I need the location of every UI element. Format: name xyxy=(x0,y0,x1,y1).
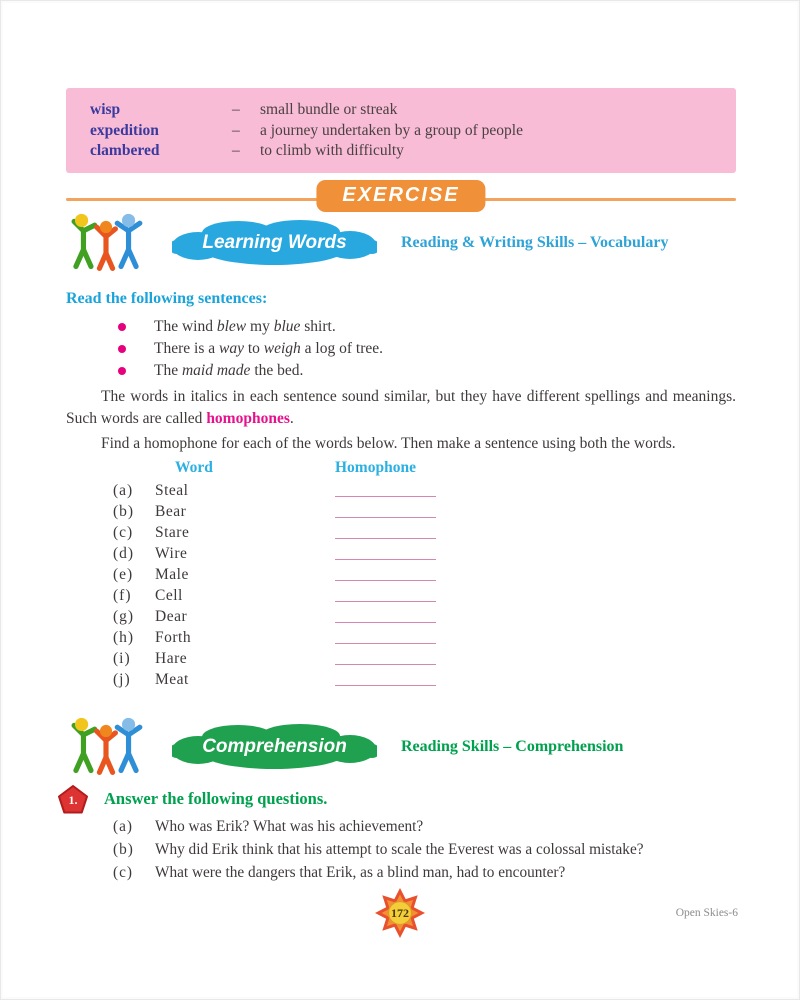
homophone-blank-line xyxy=(335,496,436,497)
question-text: Why did Erik think that his attempt to scale the Everest was a colossal mistake? xyxy=(155,841,644,858)
row-letter: (d) xyxy=(113,544,135,562)
skill-label-comprehension: Reading Skills – Comprehension xyxy=(401,738,624,755)
vocab-definition: small bundle or streak xyxy=(260,101,398,118)
word-homophone-table xyxy=(66,459,736,692)
page-content xyxy=(66,0,736,1000)
homophone-blank-line xyxy=(335,538,436,539)
row-word: Dear xyxy=(155,607,188,625)
homophone-blank-line xyxy=(335,559,436,560)
row-letter: (b) xyxy=(113,502,135,520)
homophones-task-paragraph: Find a homophone for each of the words below. Then make a sentence using both the words. xyxy=(101,435,676,452)
learning-words-badge-label: Learning Words xyxy=(202,232,347,253)
table-row xyxy=(66,671,736,692)
comprehension-badge-label: Comprehension xyxy=(202,736,347,757)
table-row xyxy=(66,545,736,566)
row-word: Forth xyxy=(155,628,192,646)
row-word: Stare xyxy=(155,523,190,541)
exercise-banner: EXERCISE xyxy=(316,180,485,212)
homophones-explanation-paragraph: The words in italics in each sentence sound similar, but they have different spellings and meanings. Such words are called homophones. xyxy=(66,388,736,427)
homophone-blank-line xyxy=(335,601,436,602)
people-icon xyxy=(66,716,146,778)
table-row xyxy=(66,482,736,503)
comprehension-badge xyxy=(172,723,377,771)
homophone-blank-line xyxy=(335,580,436,581)
people-icon xyxy=(66,212,146,274)
question-row xyxy=(66,815,736,838)
row-word: Cell xyxy=(155,586,183,604)
page-number: 172 xyxy=(391,905,409,920)
row-letter: (c) xyxy=(113,523,134,541)
row-word: Male xyxy=(155,565,189,583)
example-sentence xyxy=(66,316,736,338)
learning-words-header xyxy=(66,212,736,274)
vocab-term: expedition xyxy=(90,121,159,139)
skill-label-vocabulary: Reading & Writing Skills – Vocabulary xyxy=(401,234,669,251)
question-letter: (c) xyxy=(113,864,133,881)
row-word: Steal xyxy=(155,481,189,499)
question-row xyxy=(66,861,736,884)
column-header-word: Word xyxy=(175,458,213,476)
row-letter: (e) xyxy=(113,565,134,583)
answer-questions-heading: Answer the following questions. xyxy=(104,789,328,808)
sentence-text: The wind blew my blue shirt. xyxy=(154,318,336,335)
row-letter: (i) xyxy=(113,649,131,667)
read-sentences-instruction: Read the following sentences: xyxy=(66,290,268,307)
example-sentence xyxy=(66,338,736,360)
homophone-blank-line xyxy=(335,685,436,686)
book-title-footer: Open Skies-6 xyxy=(675,907,738,919)
example-sentences xyxy=(66,316,736,382)
column-header-homophone: Homophone xyxy=(335,458,416,476)
row-word: Meat xyxy=(155,670,189,688)
row-letter: (f) xyxy=(113,586,132,604)
vocab-entry xyxy=(90,121,718,142)
vocab-term: clambered xyxy=(90,142,160,159)
row-letter: (g) xyxy=(113,607,135,625)
row-word: Wire xyxy=(155,544,188,562)
question-number: 1. xyxy=(68,792,78,807)
vocabulary-box xyxy=(66,88,736,173)
vocab-dash: – xyxy=(232,121,240,139)
vocab-definition: to climb with difficulty xyxy=(260,142,404,159)
row-letter: (j) xyxy=(113,670,131,688)
bullet-icon xyxy=(118,323,126,331)
question-letter: (b) xyxy=(113,841,134,858)
page-number-starburst xyxy=(374,887,426,939)
homophone-blank-line xyxy=(335,517,436,518)
homophone-blank-line xyxy=(335,664,436,665)
bullet-icon xyxy=(118,367,126,375)
vocab-dash: – xyxy=(232,142,240,159)
bullet-icon xyxy=(118,345,126,353)
question-row xyxy=(66,838,736,861)
comprehension-section xyxy=(66,716,736,884)
table-row xyxy=(66,566,736,587)
table-row xyxy=(66,608,736,629)
vocab-entry xyxy=(90,141,718,162)
sentence-text: The maid made the bed. xyxy=(154,362,304,379)
table-row xyxy=(66,587,736,608)
question-text: What were the dangers that Erik, as a blind man, had to encounter? xyxy=(155,864,566,881)
row-word: Hare xyxy=(155,649,188,667)
row-word: Bear xyxy=(155,502,187,520)
homophone-blank-line xyxy=(335,643,436,644)
question-number-badge xyxy=(57,784,89,814)
sentence-text: There is a way to weigh a log of tree. xyxy=(154,340,383,357)
question-letter: (a) xyxy=(113,818,133,835)
learning-words-badge xyxy=(172,219,377,267)
question-heading-row xyxy=(66,783,736,815)
table-row xyxy=(66,650,736,671)
table-row xyxy=(66,524,736,545)
vocab-definition: a journey undertaken by a group of people xyxy=(260,121,523,139)
homophone-blank-line xyxy=(335,622,436,623)
question-text: Who was Erik? What was his achievement? xyxy=(155,818,424,835)
example-sentence xyxy=(66,360,736,382)
row-letter: (a) xyxy=(113,481,134,499)
table-header xyxy=(66,459,736,482)
vocab-term: wisp xyxy=(90,101,121,118)
table-row xyxy=(66,503,736,524)
vocab-entry xyxy=(90,100,718,121)
row-letter: (h) xyxy=(113,628,135,646)
comprehension-header xyxy=(66,716,736,778)
learning-words-section xyxy=(66,212,736,692)
vocab-dash: – xyxy=(232,101,240,118)
table-row xyxy=(66,629,736,650)
question-list xyxy=(66,815,736,884)
